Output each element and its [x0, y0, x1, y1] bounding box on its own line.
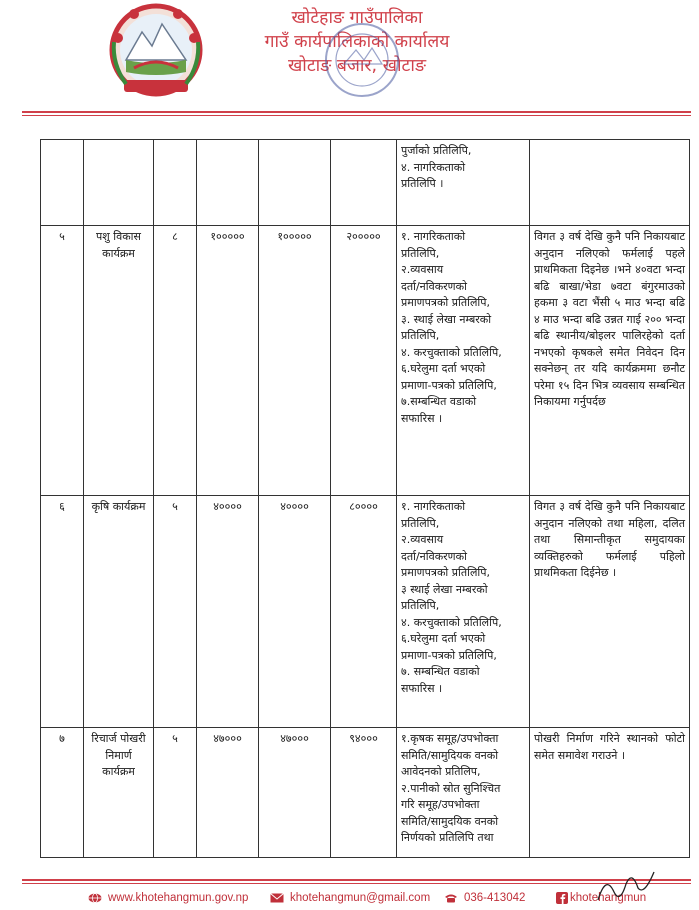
- count-cell: [154, 140, 197, 226]
- email-text: khotehangmun@gmail.com: [290, 892, 431, 904]
- remarks-cell: पोखरी निर्माण गरिने स्थानको फोटो समेत समावेश गराउने ।: [530, 728, 690, 858]
- requirement-line: समिति/सामुदयिक वनको: [401, 814, 499, 828]
- requirement-line: १. नागरिकताको: [401, 500, 466, 513]
- count-cell: ५: [154, 496, 197, 728]
- requirement-line: प्रतिलिपि,: [401, 516, 440, 530]
- requirement-line: २.पानीको स्रोत सुनिश्चित: [401, 781, 501, 795]
- amount-cell: २०००००: [331, 226, 397, 496]
- requirement-line: दर्ता/नविकरणको: [401, 279, 467, 293]
- office-title: गाउँ कार्यपालिकाको कार्यालय: [264, 32, 450, 52]
- amount-cell: [259, 140, 331, 226]
- requirement-line: आवेदनको प्रतिलिप,: [401, 765, 481, 778]
- program-name-cell: कृषि कार्यक्रम: [84, 496, 154, 728]
- program-table: [40, 139, 690, 858]
- requirements-cell: [397, 140, 530, 226]
- table-row: [41, 226, 690, 496]
- requirement-line: समिति/सामुदियक वनको: [401, 748, 499, 762]
- nepal-emblem-icon: [104, 2, 208, 98]
- website-text: www.khotehangmun.gov.np: [108, 892, 249, 904]
- serial-number-cell: ६: [41, 496, 84, 728]
- footer-email[interactable]: [270, 892, 430, 904]
- requirement-line: प्रमाणपत्रको प्रतिलिपि,: [401, 296, 491, 309]
- requirements-cell: [397, 496, 530, 728]
- serial-number-cell: ७: [41, 728, 84, 858]
- requirement-line: सफारिस ।: [401, 681, 443, 695]
- requirement-line: प्रतिलिपि ।: [401, 177, 444, 190]
- requirement-line: निर्णयको प्रतिलिपि तथा: [401, 831, 494, 844]
- footer-phone[interactable]: [444, 892, 525, 904]
- handwritten-signature: [596, 866, 656, 906]
- amount-cell: १०००००: [197, 226, 259, 496]
- requirement-line: गरि समूह/उपभोक्ता: [401, 798, 480, 811]
- envelope-icon: [270, 893, 284, 903]
- facebook-icon: [556, 892, 568, 904]
- remarks-cell: विगत ३ वर्ष देखि कुनै पनि निकायबाट अनुदान नलिएको फर्मलाई पहले प्राथमिकता दिइनेछ ।भने ४०वटा भन्दा बढि बाखा/भेडा ७वटा बंगुरमाउको हकमा ३ वटा भैंसी ५ माउ भन्दा बढि ४ माउ भन्दा बढि उन्नत गाई २०० भन्दा बढि स्थानीय/बोइलर पालिरहेको दर्ता नभएको कृषकले समेत निवेदन दिन सक्नेछन् तर यदि कार्यक्रममा छनौट परेमा १५ दिन भित्र व्यवसाय सम्बन्धित निकायमा गर्नुपर्दछ: [530, 226, 690, 496]
- serial-number-cell: [41, 140, 84, 226]
- header-rule: [22, 111, 691, 113]
- footer: [0, 890, 699, 910]
- requirement-line: प्रतिलिपि,: [401, 329, 440, 342]
- header-rule-thin: [22, 115, 691, 116]
- footer-rule: [22, 879, 691, 881]
- footer-website[interactable]: [88, 892, 248, 904]
- requirement-line: सफारिस ।: [401, 411, 443, 425]
- amount-cell: ४००००: [197, 496, 259, 728]
- letterhead: [0, 0, 699, 120]
- program-name-cell: पशु विकास कार्यक्रम: [84, 226, 154, 496]
- requirement-line: ६.घरेलुमा दर्ता भएको: [401, 632, 486, 645]
- requirement-line: प्रमाणपत्रको प्रतिलिपि,: [401, 566, 491, 579]
- requirements-cell: [397, 226, 530, 496]
- requirement-line: ४. नागरिकताको: [401, 160, 466, 174]
- amount-cell: ८००००: [331, 496, 397, 728]
- requirement-line: प्रमाणा-पत्रको प्रतिलिपि,: [401, 378, 497, 392]
- requirement-line: २.व्यवसाय: [401, 263, 444, 276]
- program-name-cell: रिचार्ज पोखरी निमार्ण कार्यक्रम: [84, 728, 154, 858]
- requirement-line: ३. स्थाई लेखा नम्बरको: [401, 312, 492, 326]
- requirement-line: पुर्जाको प्रतिलिपि,: [401, 144, 472, 157]
- table-row: [41, 728, 690, 858]
- remarks-cell: विगत ३ वर्ष देखि कुनै पनि निकायबाट अनुदान नलिएको तथा महिला, दलित तथा सिमान्तीकृत समुदायका व्यक्तिहरुको फर्मलाई पहिलो प्राथमिकता दिईनेछ ।: [530, 496, 690, 728]
- count-cell: ८: [154, 226, 197, 496]
- table-row: [41, 140, 690, 226]
- amount-cell: ४७०००: [259, 728, 331, 858]
- requirement-line: ३ स्थाई लेखा नम्बरको: [401, 582, 488, 596]
- amount-cell: [197, 140, 259, 226]
- phone-icon: [444, 893, 458, 903]
- requirement-line: ७.सम्बन्धित वडाको: [401, 395, 477, 408]
- facebook-text: khotehangmun: [570, 892, 647, 905]
- requirement-line: १.कृषक समूह/उपभोक्ता: [401, 732, 499, 745]
- requirement-line: प्रतिलिपि,: [401, 599, 440, 612]
- count-cell: ५: [154, 728, 197, 858]
- amount-cell: [331, 140, 397, 226]
- globe-icon: [88, 893, 102, 903]
- office-address: खोटाङ बजार, खोटाङ: [287, 56, 427, 76]
- footer-rule-thin: [22, 883, 691, 884]
- amount-cell: ४००००: [259, 496, 331, 728]
- serial-number-cell: ५: [41, 226, 84, 496]
- requirement-line: प्रमाणा-पत्रको प्रतिलिपि,: [401, 648, 497, 662]
- requirement-line: २.व्यवसाय: [401, 533, 444, 546]
- phone-text: 036-413042: [464, 892, 526, 904]
- requirement-line: ४. करचुक्ताको प्रतिलिपि,: [401, 345, 502, 359]
- requirement-line: १. नागरिकताको: [401, 230, 466, 243]
- requirement-line: ७. सम्बन्धित वडाको: [401, 665, 480, 678]
- requirement-line: प्रतिलिपि,: [401, 246, 440, 260]
- amount-cell: १०००००: [259, 226, 331, 496]
- amount-cell: ४७०००: [197, 728, 259, 858]
- requirements-cell: [397, 728, 530, 858]
- amount-cell: ९४०००: [331, 728, 397, 858]
- requirement-line: ६.घरेलुमा दर्ता भएको: [401, 362, 486, 375]
- municipality-name: खोटेहाङ गाउँपालिका: [291, 8, 423, 28]
- requirement-line: दर्ता/नविकरणको: [401, 549, 467, 563]
- table-row: [41, 496, 690, 728]
- requirement-line: ४. करचुक्ताको प्रतिलिपि,: [401, 615, 502, 629]
- program-name-cell: [84, 140, 154, 226]
- remarks-cell: [530, 140, 690, 226]
- office-stamp: [322, 20, 402, 100]
